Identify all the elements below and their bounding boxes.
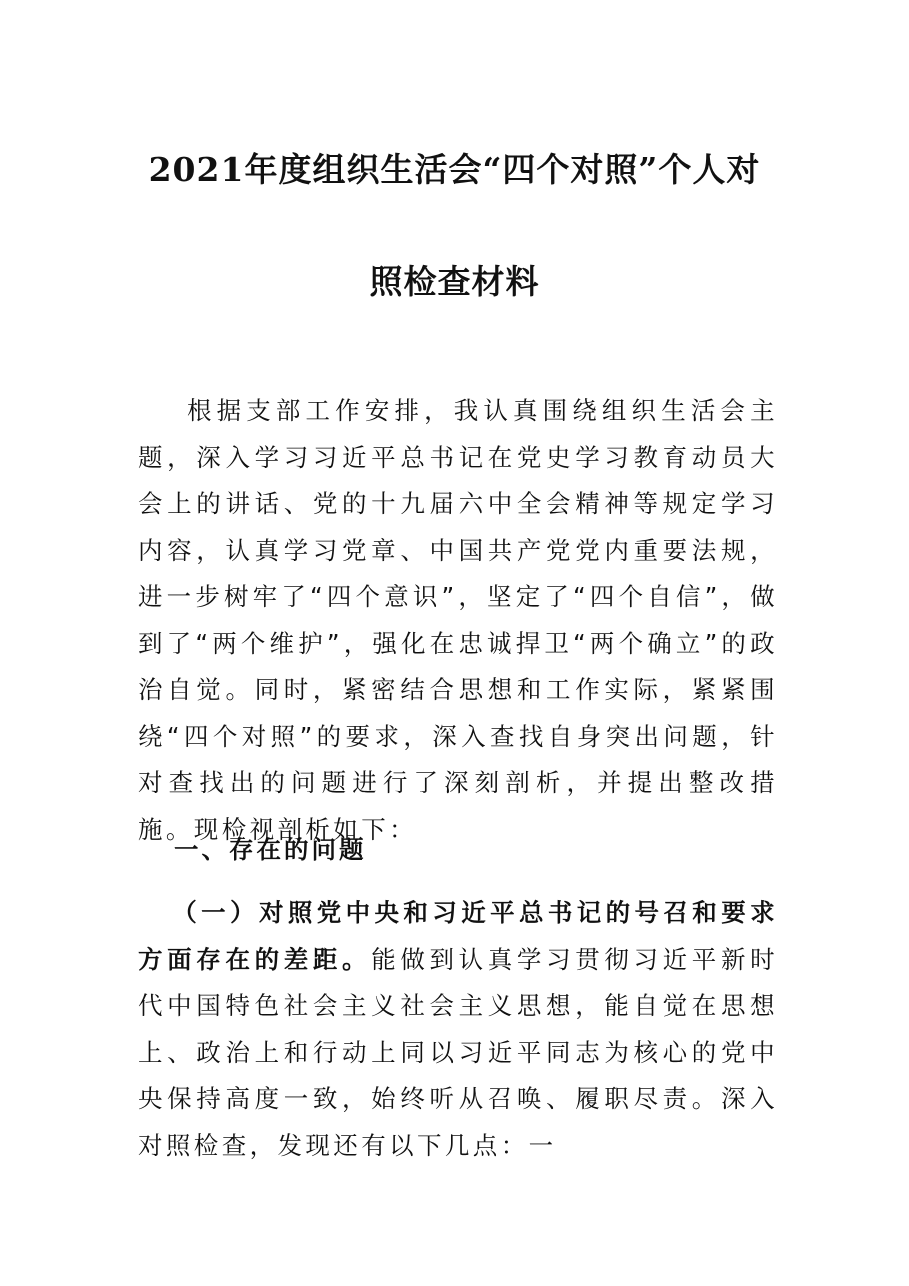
subsection-heading: （一）对照党中央和习近平总书记的号召和要求方面存在的差距。 — [138, 898, 778, 974]
document-title-line-2: 照检查材料 — [369, 262, 540, 301]
section-heading-existing-problems: 一、存在的问题 — [174, 835, 367, 864]
intro-paragraph: 根据支部工作安排，我认真围绕组织生活会主题，深入学习习近平总书记在党史学习教育动员大会上的讲话、党的十九届六中全会精神等规定学习内容，认真学习党章、中国共产党党内重要法规，进一步树牢了“四个意识”，坚定了“四个自信”，做到了“两个维护”，强化在忠诚捍卫“两个确立”的政治自觉。同时，紧密结合思想和工作实际，紧紧围绕“四个对照”的要求，深入查找自身突出问题，针对查找出的问题进行了深刻剖析，并提出整改措施。现检视剖析如下： — [138, 396, 778, 844]
subsection-paragraph — [138, 890, 778, 1169]
subsection-text: 能做到认真学习贯彻习近平新时代中国特色社会主义社会主义思想，能自觉在思想上、政治上和行动上同以习近平同志为核心的党中央保持高度一致，始终听从召唤、履职尽责。深入对照检查，发现还有以下几点：一 — [138, 944, 778, 1160]
document-title-line-1: 2021年度组织生活会“四个对照”个人对 — [148, 150, 761, 189]
